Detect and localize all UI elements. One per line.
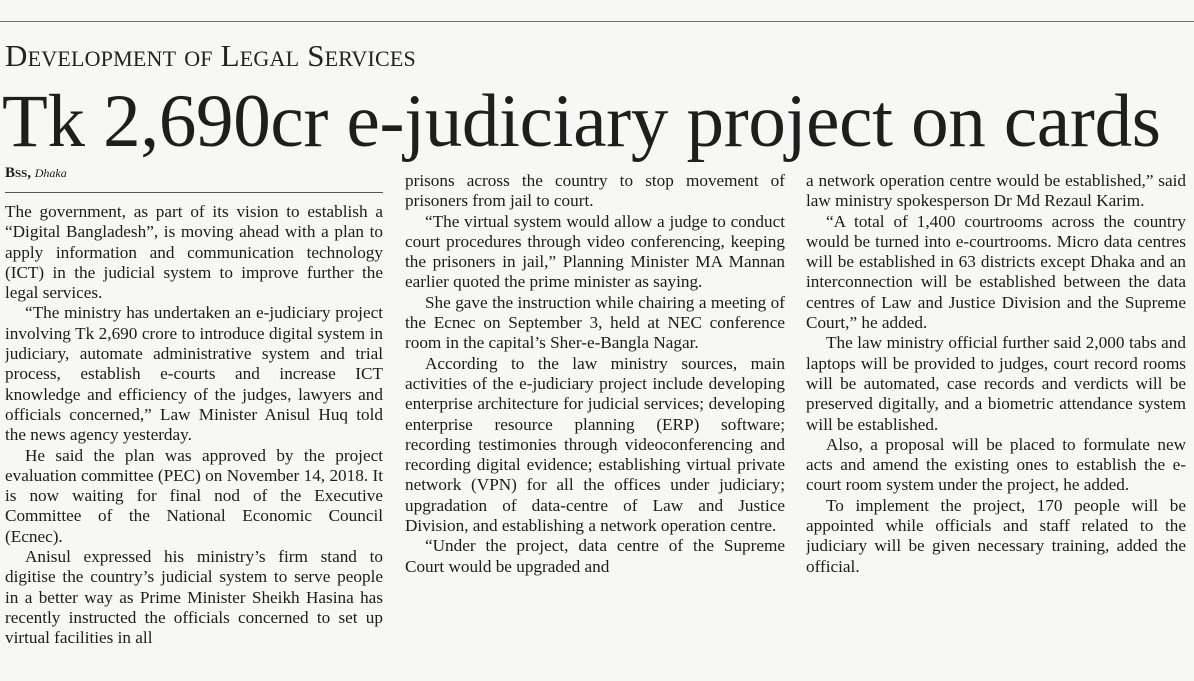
byline (5, 166, 67, 181)
headline: Tk 2,690cr e-judiciary project on cards (2, 80, 1161, 163)
article-paragraph: She gave the instruction while chairing a meeting of the Ecnec on September 3, held at NEC conference room in the capital’s Sher-e-Bangla Nagar. (405, 292, 785, 353)
byline-rule (5, 192, 383, 193)
article-paragraph: a network operation centre would be established,” said law ministry spokesperson Dr Md Rezaul Karim. (806, 171, 1186, 211)
article-paragraph: He said the plan was approved by the project evaluation committee (PEC) on November 14, 2018. It is now waiting for final nod of the Executive Committee of the National Economic Council (Ecnec). (5, 445, 383, 546)
article-paragraph: “The virtual system would allow a judge to conduct court procedures through video conferencing, keeping the prisoners in jail,” Planning Minister MA Mannan earlier quoted the prime minister as saying. (405, 211, 785, 292)
article-column-1 (5, 202, 383, 678)
article-paragraph: prisons across the country to stop movement of prisoners from jail to court. (405, 171, 785, 211)
article-paragraph: Also, a proposal will be placed to formulate new acts and amend the existing ones to establish the e-court room system under the project, he added. (806, 434, 1186, 495)
article-column-2 (405, 171, 785, 678)
article-paragraph: “Under the project, data centre of the Supreme Court would be upgraded and (405, 536, 785, 576)
byline-place: Dhaka (34, 166, 67, 180)
article-paragraph: To implement the project, 170 people will be appointed while officials and staff related to the judiciary will be given necessary training, added the official. (806, 495, 1186, 576)
article-paragraph: “A total of 1,400 courtrooms across the country would be turned into e-courtrooms. Micro data centres will be established in 63 districts except Dhaka and an interconnection will be established between the data centres of Law and Justice Division and the Supreme Court,” he added. (806, 211, 1186, 333)
article-paragraph: According to the law ministry sources, main activities of the e-judiciary project include developing enterprise architecture for judicial services; developing enterprise resource planning (ERP) software; recording testimonies through videoconferencing and recording digital evidence; establishing virtual private network (VPN) for all the offices under judiciary; upgradation of data-centre of Law and Justice Division, and establishing a network operation centre. (405, 353, 785, 536)
article-paragraph: “The ministry has undertaken an e-judiciary project involving Tk 2,690 crore to introduce digital system in judiciary, automate administrative system and trial process, establish e-courts and increase ICT knowledge and efficiency of the judges, lawyers and officials concerned,” Law Minister Anisul Huq told the news agency yesterday. (5, 303, 383, 445)
article-paragraph: The law ministry official further said 2,000 tabs and laptops will be provided to judges, court record rooms will be automated, case records and verdicts will be preserved digitally, and a biometric attendance system will be established. (806, 333, 1186, 434)
article-paragraph: Anisul expressed his ministry’s firm stand to digitise the country’s judicial system to serve people in a better way as Prime Minister Sheikh Hasina has recently instructed the officials concerned to set up virtual facilities in all (5, 547, 383, 648)
section-kicker: Development of Legal Services (5, 38, 416, 73)
top-rule (0, 21, 1194, 22)
article-paragraph: The government, as part of its vision to establish a “Digital Bangladesh”, is moving ahead with a plan to apply information and communication technology (ICT) in the judicial system to improve further the legal services. (5, 202, 383, 303)
byline-agency: Bss, (5, 165, 31, 181)
article-column-3 (806, 171, 1186, 678)
